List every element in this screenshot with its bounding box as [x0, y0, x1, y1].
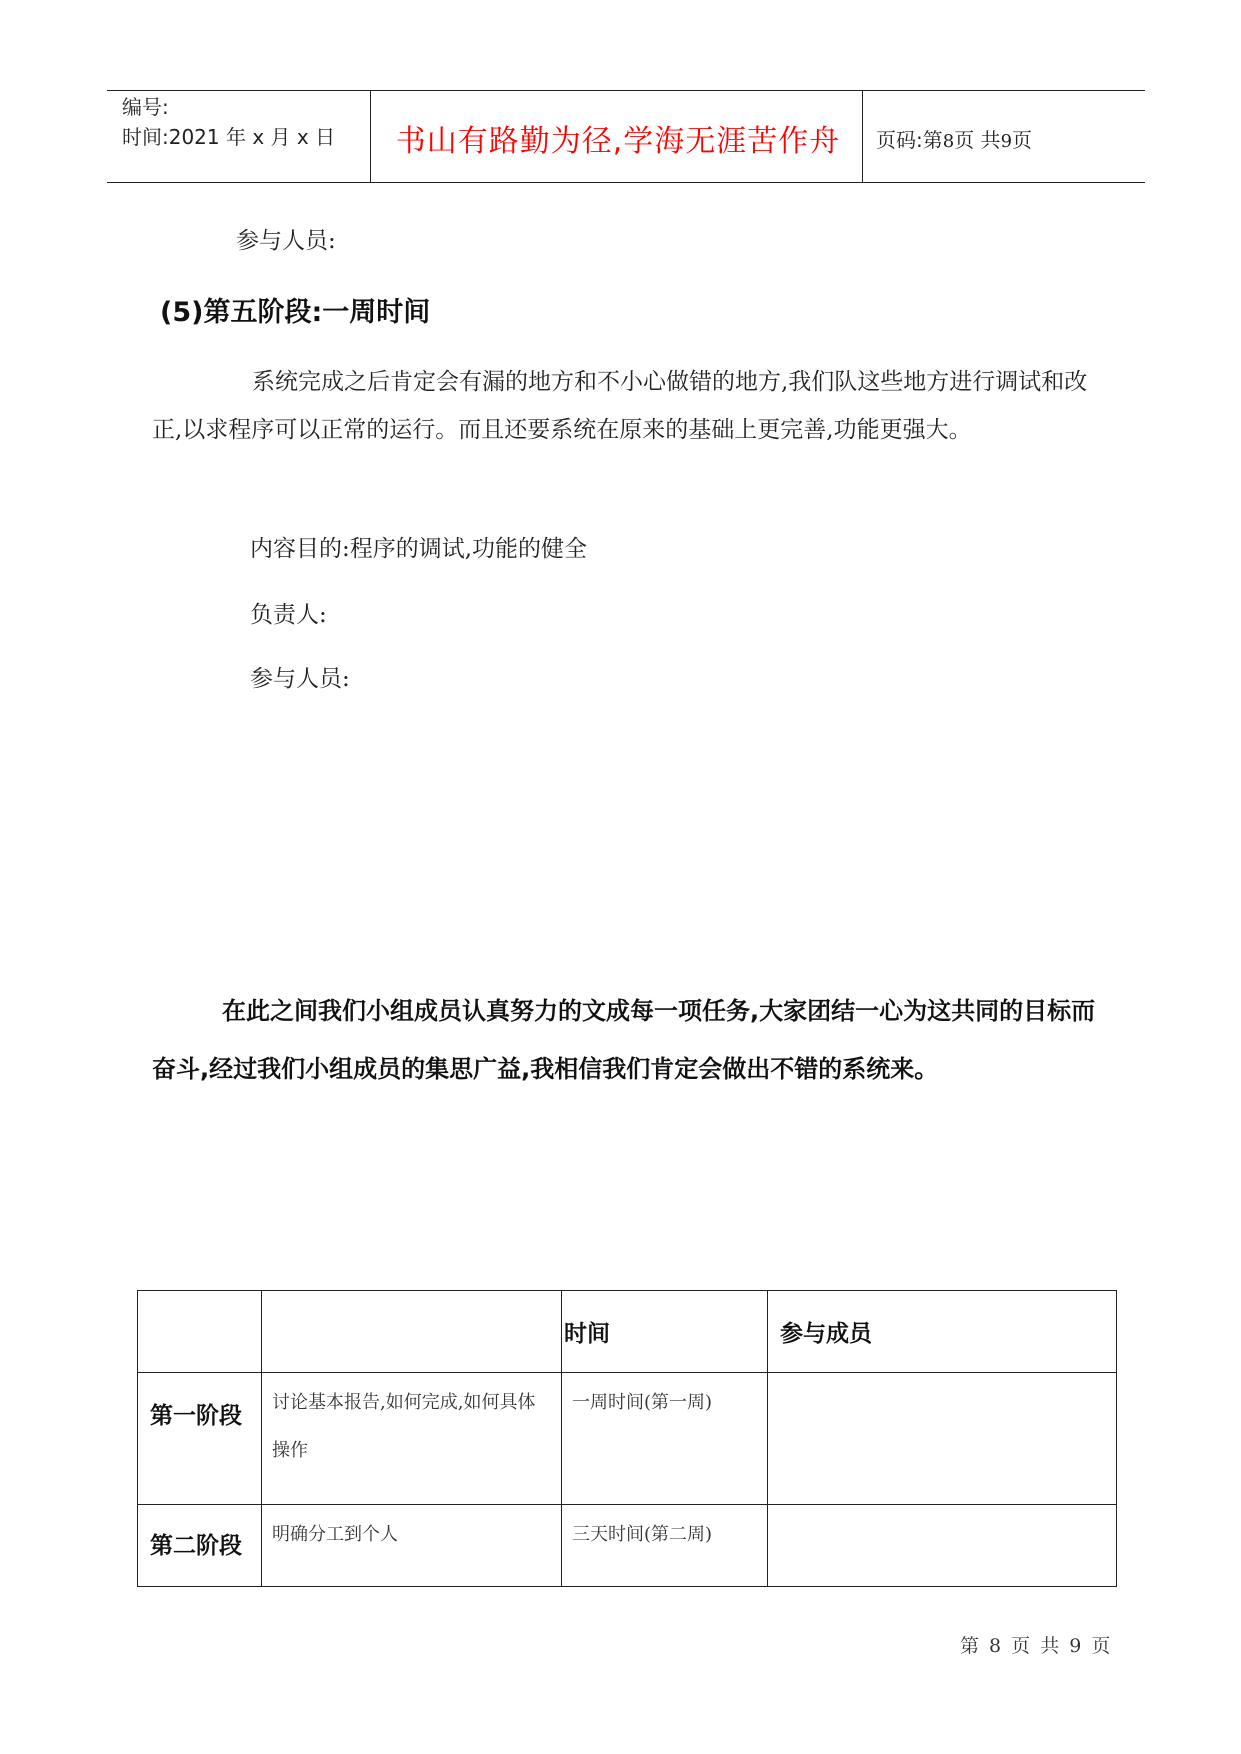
header-bottom-rule	[107, 182, 1145, 183]
document-date: 时间:2021 年 x 月 x 日	[122, 125, 336, 149]
header-motto: 书山有路勤为径,学海无涯苦作舟	[395, 124, 841, 159]
page-footer: 第 8 页 共 9 页	[960, 1635, 1113, 1657]
header-top-rule	[107, 90, 1145, 91]
document-number-label: 编号:	[122, 95, 169, 119]
table-header-row	[138, 1291, 1117, 1373]
members-cell	[768, 1373, 1117, 1505]
header-divider-left	[370, 90, 371, 183]
page-suffix: 页	[1012, 128, 1033, 152]
header-meta	[122, 92, 335, 152]
stage-cell: 第一阶段	[138, 1373, 262, 1505]
section-paragraph: 系统完成之后肯定会有漏的地方和不小心做错的地方,我们队这些地方进行调试和改正,以求程序可以正常的运行。而且还要系统在原来的基础上更完善,功能更强大。	[152, 369, 1088, 443]
time-cell: 一周时间(第一周)	[562, 1373, 768, 1505]
section-purpose: 内容目的:程序的调试,功能的健全	[250, 536, 588, 562]
section-participants: 参与人员:	[250, 666, 350, 692]
content-cell: 讨论基本报告,如何完成,如何具体操作	[262, 1373, 562, 1505]
page-middle: 页 共	[954, 128, 1001, 152]
header-page-indicator	[876, 124, 1032, 153]
phase-table	[137, 1290, 1117, 1587]
table-row	[138, 1505, 1117, 1587]
table-header-cell	[138, 1291, 262, 1373]
table-header-members: 参与成员	[768, 1291, 1117, 1373]
top-participants: 参与人员:	[236, 228, 336, 254]
section-heading: (5)第五阶段:一周时间	[160, 297, 431, 328]
content-cell: 明确分工到个人	[262, 1505, 562, 1587]
stage-cell: 第二阶段	[138, 1505, 262, 1587]
page-number: 8	[942, 131, 955, 152]
summary-paragraph: 在此之间我们小组成员认真努力的文成每一项任务,大家团结一心为这共同的目标而奋斗,经过我们小组成员的集思广益,我相信我们肯定会做出不错的系统来。	[152, 997, 1096, 1083]
page-total: 9	[1000, 131, 1013, 152]
section-owner: 负责人:	[250, 602, 327, 628]
members-cell	[768, 1505, 1117, 1587]
table-header-cell	[262, 1291, 562, 1373]
table-header-time: 时间	[562, 1291, 768, 1373]
time-cell: 三天时间(第二周)	[562, 1505, 768, 1587]
table-row	[138, 1373, 1117, 1505]
page-prefix: 页码:第	[876, 128, 943, 152]
